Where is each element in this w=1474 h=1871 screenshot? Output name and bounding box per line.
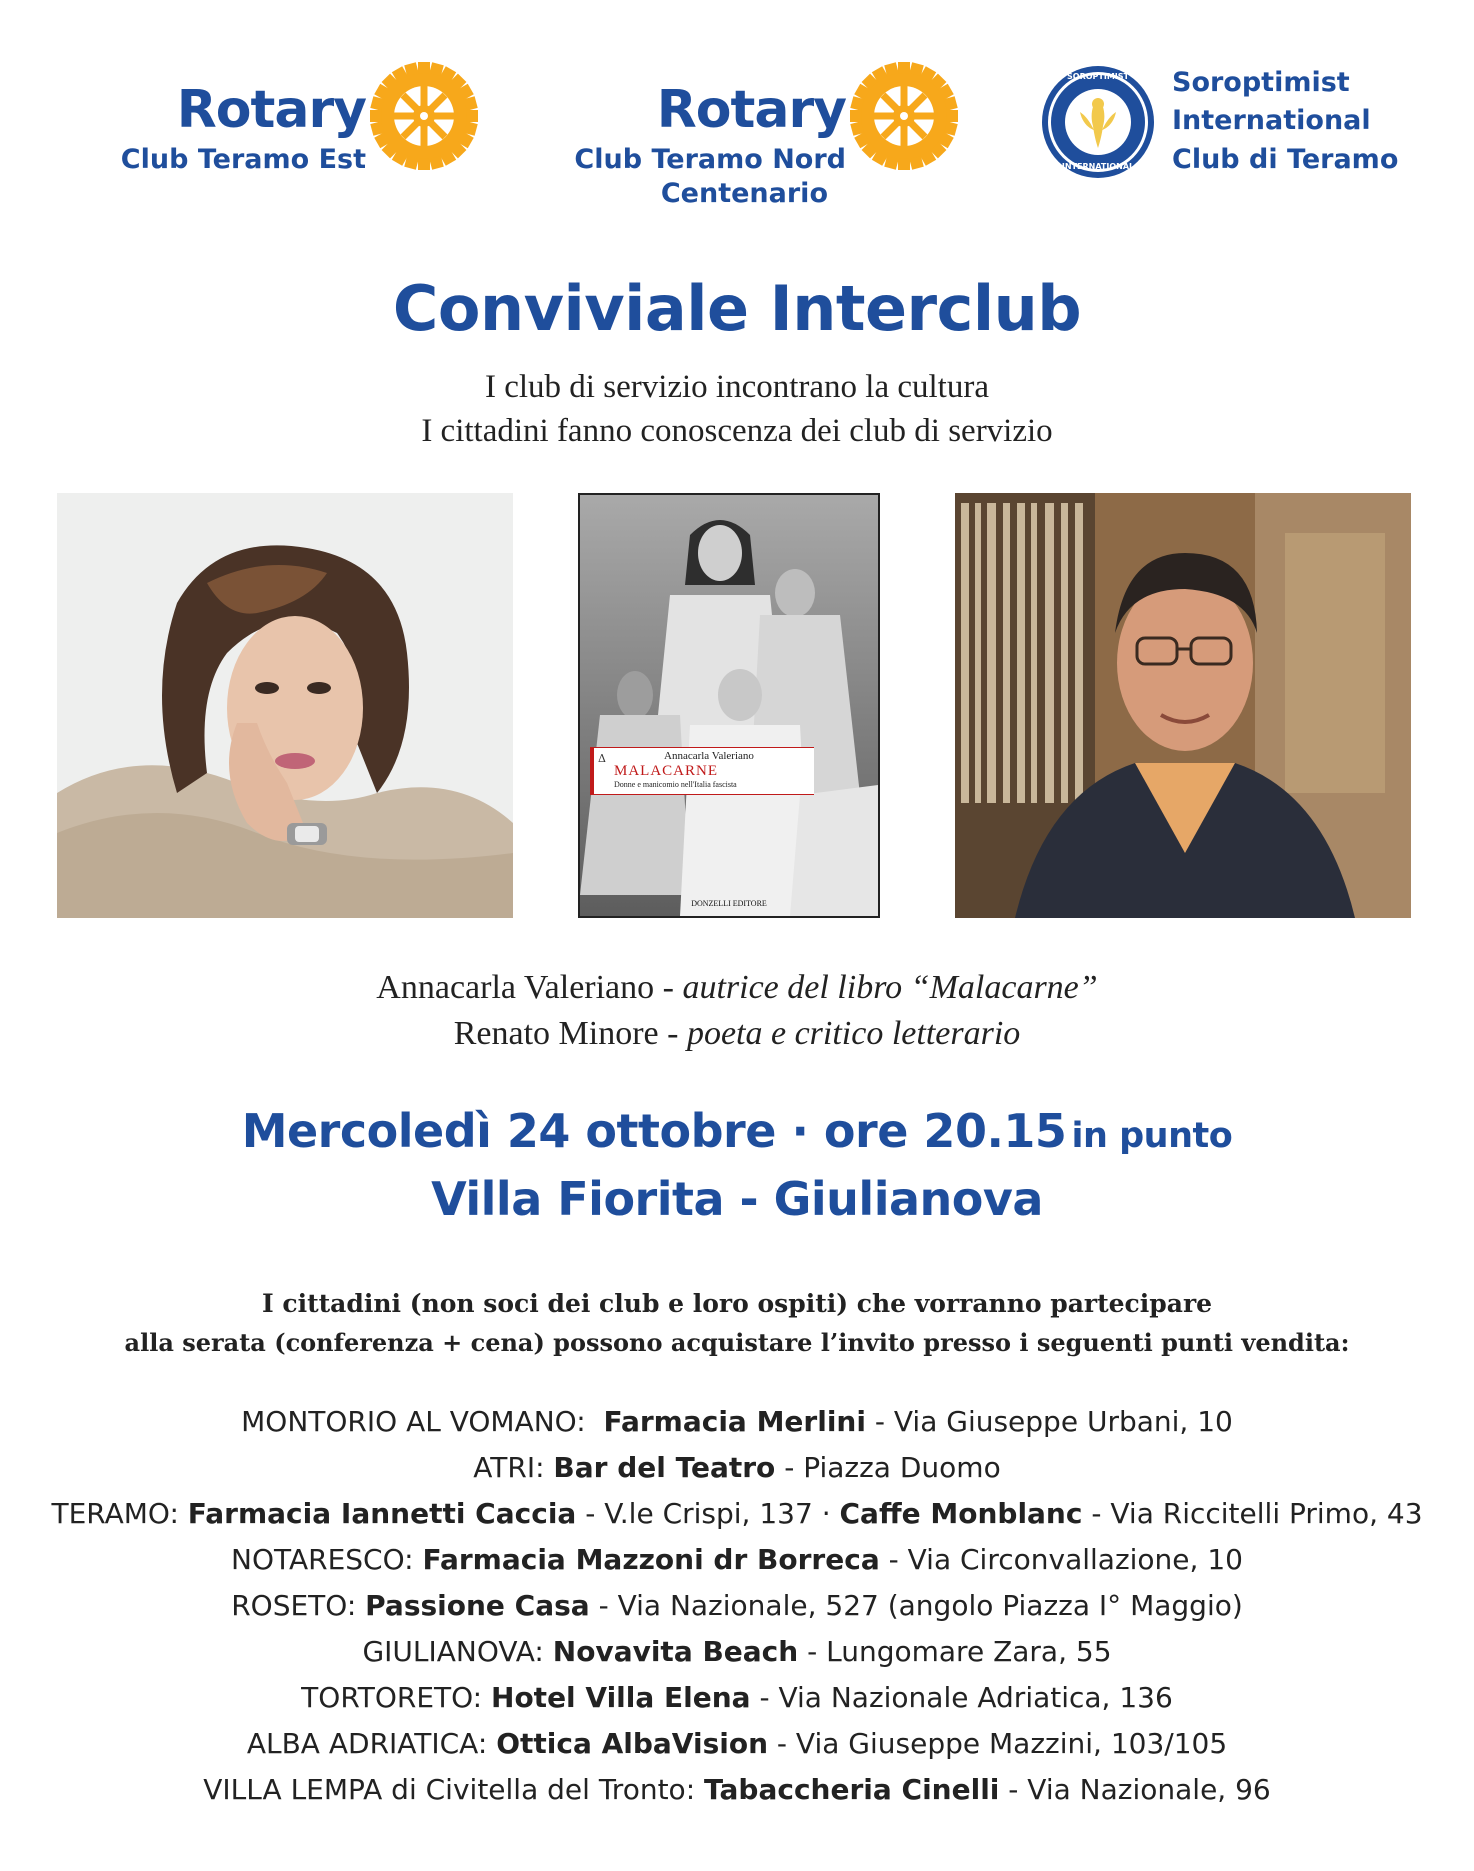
store-address: - Piazza Duomo xyxy=(775,1451,1001,1484)
store-name: Bar del Teatro xyxy=(553,1451,776,1484)
author-line-valeriano xyxy=(0,965,1474,1011)
book-cover xyxy=(578,493,880,918)
list-item xyxy=(0,1675,1474,1721)
author-line-minore xyxy=(0,1011,1474,1057)
book-publisher-icon: Δ xyxy=(598,752,606,765)
list-item xyxy=(0,1629,1474,1675)
store-town: MONTORIO AL VOMANO: xyxy=(241,1405,604,1438)
rotary-nord-logo xyxy=(548,58,968,218)
store-address: - Via Nazionale, 527 (angolo Piazza I° Maggio) xyxy=(589,1589,1243,1622)
store-name: Novavita Beach xyxy=(552,1635,799,1668)
store-name: Farmacia Mazzoni dr Borreca xyxy=(422,1543,880,1576)
soroptimist-logo xyxy=(1040,64,1420,194)
store-address: - V.le Crispi, 137 · xyxy=(576,1497,840,1530)
subtitle-line2: I cittadini fanno conoscenza dei club di servizio xyxy=(421,412,1053,449)
book-author: Annacarla Valeriano xyxy=(664,750,754,762)
soroptimist-badge-top: SOROPTIMIST xyxy=(1067,72,1129,81)
list-item xyxy=(0,1583,1474,1629)
book-title-band xyxy=(590,747,814,795)
rotary-wheel-icon xyxy=(848,60,960,172)
book-title: MALACARNE xyxy=(614,763,719,779)
rotary-nord-centenario: Centenario xyxy=(660,178,828,209)
event-date xyxy=(0,1104,1474,1158)
store-town: NOTARESCO: xyxy=(231,1543,423,1576)
store-name: Tabaccheria Cinelli xyxy=(704,1773,1000,1806)
store-address: - Via Giuseppe Urbani, 10 xyxy=(865,1405,1233,1438)
author-role: autrice del libro “Malacarne” xyxy=(682,969,1098,1006)
author-photo-minore xyxy=(955,493,1411,918)
event-place-text: Villa Fiorita - Giulianova xyxy=(431,1172,1043,1226)
man-portrait-image xyxy=(955,493,1411,918)
invite-line2: alla serata (conferenza + cena) possono acquistare l’invito presso i seguenti punti vendita: xyxy=(124,1327,1350,1357)
store-town-sub: di Civitella del Tronto: xyxy=(382,1773,705,1806)
author-separator: - xyxy=(654,969,683,1006)
soroptimist-line3: Club di Teramo xyxy=(1172,143,1399,175)
store-address: - Via Giuseppe Mazzini, 103/105 xyxy=(768,1727,1228,1760)
rotary-est-logo xyxy=(110,58,490,188)
event-place xyxy=(0,1172,1474,1226)
list-item xyxy=(0,1767,1474,1813)
event-date-text: Mercoledì 24 ottobre · ore 20.15 xyxy=(241,1104,1067,1158)
sales-points-list xyxy=(0,1399,1474,1813)
store-name-second: Caffe Monblanc xyxy=(839,1497,1083,1530)
book-cover-photo xyxy=(580,495,878,916)
store-town: ALBA ADRIATICA: xyxy=(246,1727,497,1760)
store-name: Farmacia Iannetti Caccia xyxy=(187,1497,577,1530)
store-town: GIULIANOVA: xyxy=(362,1635,553,1668)
soroptimist-name xyxy=(1172,64,1398,179)
store-name: Farmacia Merlini xyxy=(603,1405,866,1438)
event-date-suffix: in punto xyxy=(1071,1116,1233,1156)
subtitle xyxy=(0,366,1474,453)
store-town: TERAMO: xyxy=(51,1497,188,1530)
soroptimist-line1: Soroptimist xyxy=(1172,67,1350,98)
list-item xyxy=(0,1721,1474,1767)
subtitle-line1: I club di servizio incontrano la cultura xyxy=(485,369,989,405)
store-town: VILLA LEMPA xyxy=(203,1773,383,1806)
woman-portrait-image xyxy=(57,493,513,918)
rotary-est-club-name: Club Teramo Est xyxy=(120,144,366,175)
rotary-est-wordmark: Rotary xyxy=(176,80,366,140)
page-title: Conviviale Interclub xyxy=(392,272,1082,345)
store-name: Hotel Villa Elena xyxy=(491,1681,751,1714)
store-address: - Via Nazionale, 96 xyxy=(999,1773,1271,1806)
book-publisher: DONZELLI EDITORE xyxy=(691,899,767,908)
author-photo-valeriano xyxy=(57,493,513,918)
invite-text xyxy=(0,1285,1474,1361)
author-separator: - xyxy=(658,1014,687,1052)
rotary-wheel-icon xyxy=(368,60,480,172)
rotary-nord-wordmark: Rotary xyxy=(656,80,846,140)
list-item xyxy=(0,1399,1474,1445)
store-name: Passione Casa xyxy=(365,1589,590,1622)
store-address: - Lungomare Zara, 55 xyxy=(798,1635,1112,1668)
soroptimist-line2: International xyxy=(1172,105,1371,137)
store-town: TORTORETO: xyxy=(301,1681,492,1714)
list-item xyxy=(0,1491,1474,1537)
rotary-nord-club-name: Club Teramo Nord xyxy=(574,144,846,175)
store-address: - Via Circonvallazione, 10 xyxy=(879,1543,1243,1576)
author-name: Annacarla Valeriano xyxy=(376,969,655,1006)
list-item xyxy=(0,1445,1474,1491)
author-role: poeta e critico letterario xyxy=(686,1014,1021,1052)
store-address-second: - Via Riccitelli Primo, 43 xyxy=(1082,1497,1423,1530)
store-town: ATRI: xyxy=(473,1451,554,1484)
store-town: ROSETO: xyxy=(231,1589,366,1622)
invite-line1: I cittadini (non soci dei club e loro ospiti) che vorranno partecipare xyxy=(261,1289,1213,1318)
store-name: Ottica AlbaVision xyxy=(496,1727,769,1760)
book-subtitle: Donne e manicomio nell'Italia fascista xyxy=(614,780,737,789)
authors-list xyxy=(0,965,1474,1057)
list-item xyxy=(0,1537,1474,1583)
soroptimist-badge-bottom: INTERNATIONAL xyxy=(1061,162,1135,171)
store-address: - Via Nazionale Adriatica, 136 xyxy=(750,1681,1173,1714)
author-name: Renato Minore xyxy=(453,1014,659,1052)
